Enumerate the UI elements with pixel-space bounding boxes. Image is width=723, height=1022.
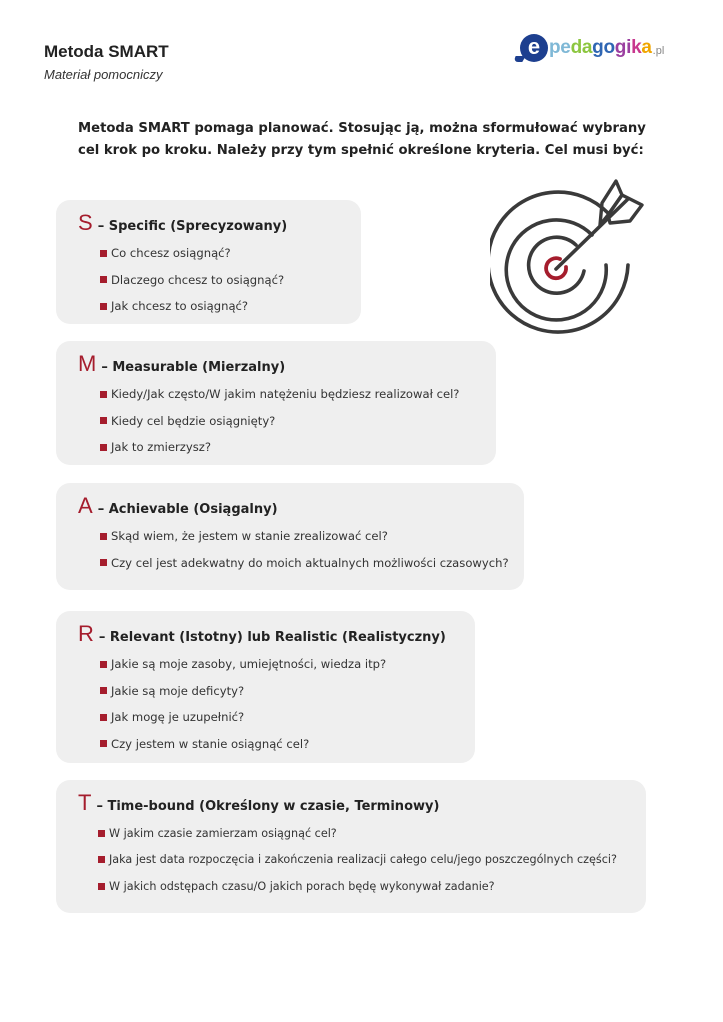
- card-letter: A: [78, 493, 93, 518]
- target-with-arrow-icon: [490, 175, 650, 335]
- square-bullet-icon: [100, 276, 107, 283]
- card-heading: – Time-bound (Określony w czasie, Terminowy): [96, 799, 440, 814]
- card-letter: T: [78, 790, 92, 815]
- question-list: [100, 651, 475, 757]
- card-time-bound: [56, 780, 646, 913]
- epedagogika-logo-icon: e: [520, 34, 548, 62]
- card-letter: S: [78, 210, 93, 235]
- page-subtitle: Materiał pomocniczy: [44, 67, 163, 82]
- square-bullet-icon: [100, 303, 107, 310]
- square-bullet-icon: [100, 391, 107, 398]
- square-bullet-icon: [100, 661, 107, 668]
- page-title: Metoda SMART: [44, 42, 169, 61]
- square-bullet-icon: [100, 559, 107, 566]
- list-item: Czy jestem w stanie osiągnąć cel?: [100, 731, 475, 758]
- card-heading: – Specific (Sprecyzowany): [97, 219, 288, 234]
- logo-tld: .pl: [652, 45, 665, 57]
- square-bullet-icon: [98, 883, 105, 890]
- square-bullet-icon: [100, 533, 107, 540]
- logo-wordmark: pedagogika: [549, 37, 652, 58]
- list-item: Jaka jest data rozpoczęcia i zakończenia realizacji całego celu/jego poszczególnych części?: [98, 847, 646, 874]
- square-bullet-icon: [100, 417, 107, 424]
- question-list: [98, 820, 646, 900]
- question-list: [100, 381, 496, 461]
- card-heading: – Relevant (Istotny) lub Realistic (Realistyczny): [98, 630, 446, 645]
- list-item: Dlaczego chcesz to osiągnąć?: [100, 267, 361, 294]
- card-relevant: [56, 611, 475, 763]
- list-item: Co chcesz osiągnąć?: [100, 240, 361, 267]
- square-bullet-icon: [100, 714, 107, 721]
- square-bullet-icon: [100, 250, 107, 257]
- list-item: Czy cel jest adekwatny do moich aktualnych możliwości czasowych?: [100, 550, 524, 577]
- list-item: Jakie są moje deficyty?: [100, 678, 475, 705]
- square-bullet-icon: [98, 856, 105, 863]
- list-item: Kiedy/Jak często/W jakim natężeniu będziesz realizował cel?: [100, 381, 496, 408]
- intro-paragraph: Metoda SMART pomaga planować. Stosując ją, można sformułować wybrany cel krok po kroku. Należy przy tym spełnić określone kryteria. Cel musi być:: [78, 121, 646, 158]
- list-item: Jakie są moje zasoby, umiejętności, wiedza itp?: [100, 651, 475, 678]
- list-item: Kiedy cel będzie osiągnięty?: [100, 408, 496, 435]
- card-measurable: [56, 341, 496, 465]
- list-item: W jakim czasie zamierzam osiągnąć cel?: [98, 820, 646, 847]
- card-heading: – Achievable (Osiągalny): [97, 502, 278, 517]
- card-achievable: [56, 483, 524, 590]
- square-bullet-icon: [100, 740, 107, 747]
- card-specific: [56, 200, 361, 324]
- square-bullet-icon: [98, 830, 105, 837]
- card-heading: – Measurable (Mierzalny): [101, 360, 286, 375]
- list-item: W jakich odstępach czasu/O jakich porach będę wykonywał zadanie?: [98, 873, 646, 900]
- question-list: [100, 523, 524, 576]
- list-item: Jak to zmierzysz?: [100, 434, 496, 461]
- card-letter: R: [78, 621, 94, 646]
- list-item: Jak chcesz to osiągnąć?: [100, 293, 361, 320]
- epedagogika-logo[interactable]: [520, 30, 664, 66]
- list-item: Skąd wiem, że jestem w stanie zrealizować cel?: [100, 523, 524, 550]
- question-list: [100, 240, 361, 320]
- square-bullet-icon: [100, 444, 107, 451]
- card-letter: M: [78, 351, 97, 376]
- square-bullet-icon: [100, 687, 107, 694]
- list-item: Jak mogę je uzupełnić?: [100, 704, 475, 731]
